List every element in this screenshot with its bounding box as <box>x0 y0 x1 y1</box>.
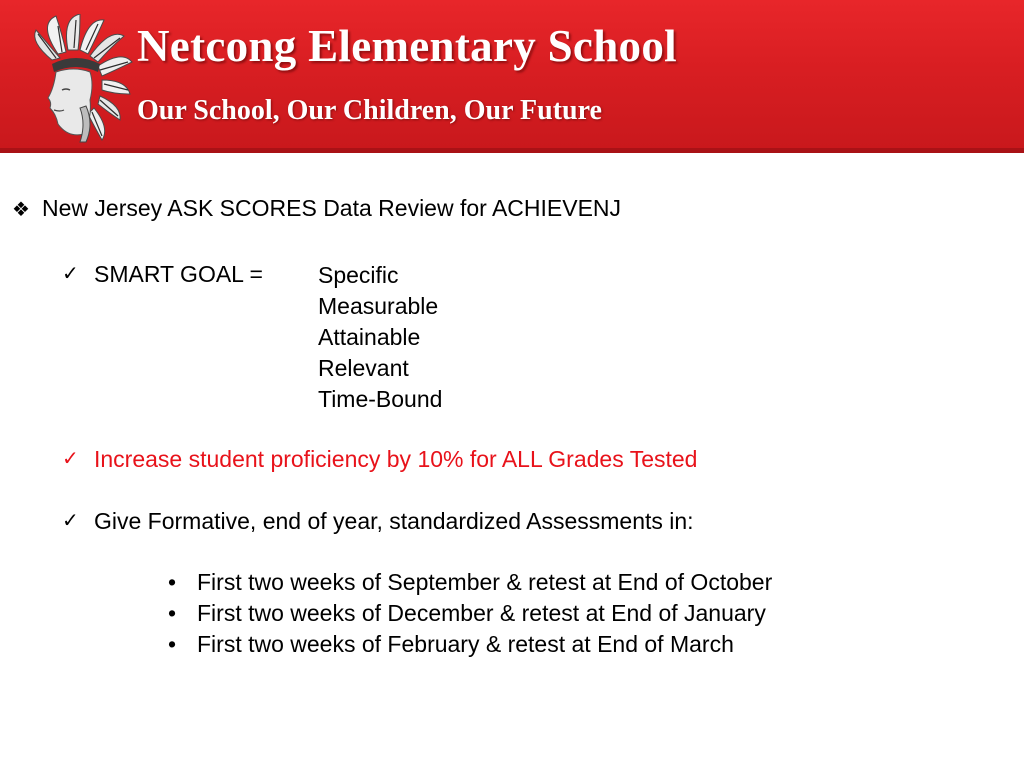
list-item-text: First two weeks of February & retest at End of March <box>197 631 734 657</box>
list-item <box>160 567 772 598</box>
bullet-icon: • <box>168 600 177 626</box>
checkmark-icon: ✓ <box>62 448 79 470</box>
proficiency-goal-text: Increase student proficiency by 10% for ALL Grades Tested <box>94 446 698 472</box>
bullet-icon: • <box>168 631 177 657</box>
diamond-bullet-icon: ❖ <box>12 199 30 221</box>
school-tagline: Our School, Our Children, Our Future <box>137 95 602 126</box>
smart-goal-item: Attainable <box>318 324 421 350</box>
smart-goal-list <box>318 260 442 415</box>
slide-heading-text: New Jersey ASK SCORES Data Review for ACHIEVENJ <box>42 195 622 221</box>
smart-goal-item: Relevant <box>318 355 409 381</box>
list-item <box>160 598 772 629</box>
school-name: Netcong Elementary School <box>137 21 677 71</box>
checkmark-icon: ✓ <box>62 263 79 285</box>
checkmark-icon: ✓ <box>62 510 79 532</box>
list-item <box>160 629 772 660</box>
smart-goal-item: Time-Bound <box>318 386 443 412</box>
bullet-icon: • <box>168 569 177 595</box>
list-item-text: First two weeks of December & retest at End of January <box>197 600 766 626</box>
slide-heading <box>12 194 621 224</box>
smart-goal-label: SMART GOAL = <box>94 261 263 287</box>
list-item-text: First two weeks of September & retest at End of October <box>197 569 773 595</box>
assessments-text: Give Formative, end of year, standardized Assessments in: <box>94 508 694 534</box>
assessment-schedule-list <box>160 567 772 660</box>
smart-goal-item: Measurable <box>318 293 439 319</box>
smart-goal-item: Specific <box>318 262 399 288</box>
